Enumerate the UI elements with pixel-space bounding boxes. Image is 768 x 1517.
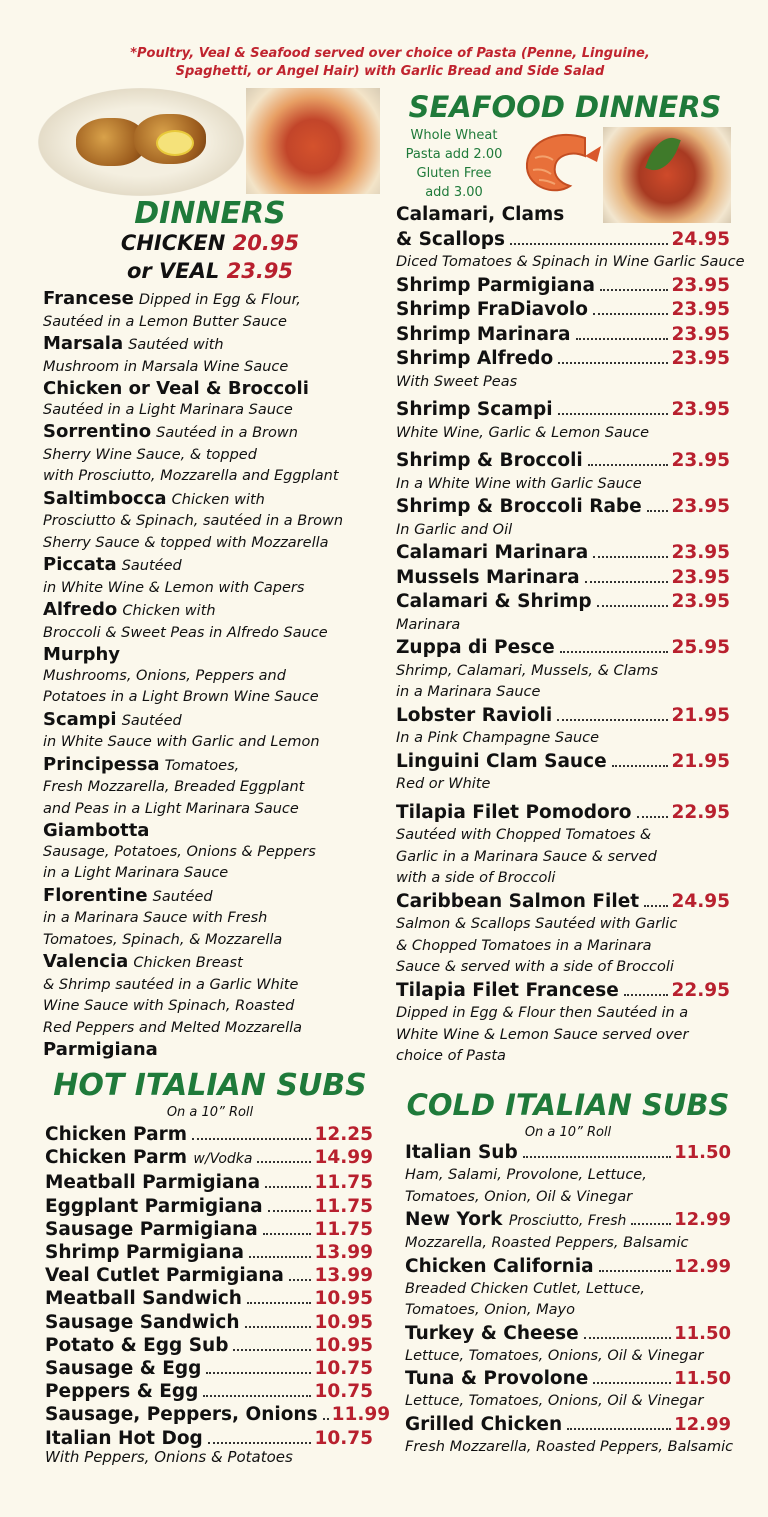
dot-leader [585,581,669,583]
sub-name-text: Sausage, Peppers, Onions [45,1404,318,1426]
dinner-item [43,421,383,488]
dot-leader [637,816,669,818]
sub-name-text: Sausage & Egg [45,1358,202,1380]
sub-name-text: Veal Cutlet Parmigiana [45,1265,284,1287]
menu-item-row [396,323,730,348]
menu-item-price: 21.95 [671,704,730,726]
sub-row [45,1311,373,1334]
sub-name [405,1141,518,1165]
menu-item-description: & Chopped Tomatoes in a Marinara [396,937,652,954]
dinner-item [43,288,383,333]
menu-item-row [396,566,730,591]
menu-item-description: choice of Pasta [396,1048,506,1064]
menu-item-name: Shrimp & Broccoli [396,450,583,471]
veal-label: or VEAL [126,259,220,283]
note-line: *Poultry, Veal & Seafood served over choice of Pasta (Penne, Linguine, [130,46,650,61]
menu-item-row [396,398,730,423]
cold-subs-list [405,1141,734,1458]
sub-name-text: Sausage Sandwich [45,1311,240,1333]
menu-item-name: Scampi [43,708,117,730]
menu-item-description: Sausage, Potatoes, Onions & Peppers [43,843,316,860]
sub-name [405,1255,594,1279]
sub-name-text: New York [405,1209,503,1230]
sub-name-text: Peppers & Egg [45,1381,199,1403]
menu-item-description: Diced Tomatoes & Spinach in Wine Garlic Sauce [396,254,745,270]
sub-price: 10.75 [314,1358,373,1380]
menu-item-name: Francese [43,288,134,309]
sub-name [45,1427,203,1450]
menu-item-row [396,590,730,615]
menu-item-description: in a Light Marinara Sauce [43,865,229,881]
dot-leader [268,1210,312,1212]
dot-leader [203,1395,311,1397]
menu-item-description: Sautéed [152,888,213,905]
menu-item-description: Sherry Wine Sauce, & topped [43,446,257,463]
menu-item-price: 23.95 [671,566,730,588]
hot-subs-subtitle: On a 10” Roll [166,1105,254,1120]
menu-item-name: Caribbean Salmon Filet [396,890,640,912]
menu-item-row [396,228,730,253]
dot-leader [263,1233,312,1235]
dinner-item-header [43,885,383,909]
sub-row [405,1367,731,1391]
dinner-item-header [43,709,383,733]
sub-name-text: Potato & Egg Sub [45,1334,229,1356]
sub-row [45,1427,373,1450]
menu-item-description: & Shrimp sautéed in a Garlic White [43,976,299,993]
menu-item-name: Chicken or Veal & Broccoli [43,378,309,399]
dot-leader [257,1161,311,1163]
dinner-item [43,820,383,885]
cold-subs-title: COLD ITALIAN SUBS [406,1088,730,1122]
sub-row [45,1357,373,1380]
dot-leader [249,1256,312,1258]
veal-price: 23.95 [226,259,294,283]
sub-price: 12.25 [314,1124,373,1145]
sub-price: 10.75 [314,1381,373,1403]
sub-name-text: Tuna & Provolone [405,1368,589,1389]
menu-item-description: In Garlic and Oil [396,521,513,538]
menu-item-description: Mushroom in Marsala Wine Sauce [43,358,289,375]
menu-item-name: Mussels Marinara [396,566,580,588]
dot-leader [289,1279,312,1281]
menu-item-row [396,704,730,729]
menu-item-row [396,449,730,474]
sub-row [45,1380,373,1403]
sub-row [45,1218,373,1241]
sub-row [45,1334,373,1357]
dot-leader [206,1372,311,1374]
sub-price: 11.50 [674,1322,731,1344]
dot-leader [600,289,669,291]
menu-item-description: in a Marinara Sauce with Fresh [43,910,268,926]
sub-name [45,1241,244,1264]
sub-name-text: Italian Sub [405,1142,518,1163]
dot-leader [624,994,669,996]
sub-price: 12.99 [674,1255,731,1277]
dot-leader [593,556,668,558]
sub-row [405,1255,731,1279]
menu-item-price: 24.95 [671,890,730,912]
dot-leader [593,1382,671,1384]
menu-item-description: Sautéed in a Light Marinara Sauce [43,401,293,418]
menu-item-name: Alfredo [43,599,118,620]
dinners-title: DINNERS [134,196,286,231]
menu-item-row [396,801,730,826]
menu-item-description: in White Wine & Lemon with Capers [43,579,305,596]
sub-name [45,1171,260,1194]
dinner-item-header [43,378,383,400]
menu-item-name: Sorrentino [43,421,152,442]
sub-price: 10.75 [314,1427,373,1449]
upgrade-line: add 3.00 [425,185,483,200]
sub-row [45,1403,391,1426]
sub-price: 10.95 [314,1334,373,1356]
dot-leader [584,1337,671,1339]
dot-leader [588,464,669,466]
sub-name-note: w/Vodka [193,1151,253,1168]
sub-price: 11.50 [674,1142,731,1163]
sub-row [45,1171,373,1194]
menu-item-name: Shrimp FraDiavolo [396,299,588,320]
menu-item-description: Wine Sauce with Spinach, Roasted [43,998,295,1014]
menu-item-description: In a White Wine with Garlic Sauce [396,475,642,492]
menu-item-description: with a side of Broccoli [396,870,556,886]
menu-item-name: Florentine [43,884,148,906]
sub-name-text: Meatball Sandwich [45,1288,242,1310]
dinner-item-header [43,951,383,975]
dinner-item [43,644,383,709]
menu-item-description: Sauce & served with a side of Broccoli [396,959,674,975]
sub-name [45,1311,240,1334]
menu-item-description: In a Pink Champagne Sauce [396,730,600,746]
sub-row [45,1195,373,1218]
sub-description: Mozzarella, Roasted Peppers, Balsamic [405,1235,689,1251]
dinner-item [43,554,383,599]
menu-item-name: & Scallops [396,228,505,250]
dot-leader [523,1156,671,1158]
menu-item-description: Potatoes in a Light Brown Wine Sauce [43,689,319,705]
sub-name [405,1322,579,1346]
seafood-list [396,203,745,1068]
menu-item-description: Tomatoes, Spinach, & Mozzarella [43,931,283,948]
dinner-item-header [43,820,383,842]
menu-item-name: Giambotta [43,820,150,841]
sub-name-note: Prosciutto, Fresh [508,1213,627,1229]
sub-name-text: Sausage Parmigiana [45,1218,258,1240]
menu-item-name: Piccata [43,554,117,575]
sub-price: 11.75 [314,1218,373,1240]
menu-item-description: in White Sauce with Garlic and Lemon [43,734,320,750]
menu-item-description: White Wine & Lemon Sauce served over [396,1026,689,1043]
menu-item-description: Tomatoes, [164,757,240,774]
dinner-item [43,488,383,555]
dinner-item [43,599,383,644]
dinner-item-header [43,1039,383,1061]
penne-pasta-photo [246,88,380,194]
menu-item-description: Garlic in a Marinara Sauce & served [396,848,657,865]
menu-item-row [396,979,730,1004]
sub-description: Tomatoes, Onion, Oil & Vinegar [405,1188,633,1205]
dot-leader [647,510,669,512]
sub-name-text: Meatball Parmigiana [45,1172,261,1194]
menu-item-description: Sherry Sauce & topped with Mozzarella [43,534,329,551]
menu-item-price: 21.95 [671,750,730,772]
menu-item-row [396,347,730,372]
dot-leader [593,313,668,315]
menu-item-price: 23.95 [671,450,730,471]
pasta-choice-note [60,45,720,81]
sub-name-text: Chicken Parm [45,1124,187,1145]
sub-price: 11.99 [331,1404,391,1426]
sub-name-text: Grilled Chicken [405,1413,563,1435]
menu-item-description: Sautéed [121,558,182,574]
sub-name [405,1413,562,1437]
dinner-item-header [43,644,383,666]
sub-row [405,1141,731,1165]
sub-row [405,1208,731,1233]
menu-item-description: Red or White [396,776,491,792]
dinner-item-header [43,754,383,778]
sub-price: 10.95 [314,1311,373,1333]
dot-leader [560,651,669,653]
dot-leader [576,338,669,340]
sub-description: Lettuce, Tomatoes, Onions, Oil & Vinegar [405,1393,704,1409]
sub-price: 11.75 [314,1172,373,1194]
menu-item-description: White Wine, Garlic & Lemon Sauce [396,424,650,441]
dot-leader [631,1223,671,1225]
sub-name-text: Chicken Parm [45,1147,187,1169]
dot-leader [323,1418,329,1420]
menu-item-description: Sautéed with [128,337,224,353]
sub-name [45,1334,228,1357]
dinner-item-header [43,599,383,623]
sub-row [405,1413,731,1437]
veal-price-line [90,259,330,283]
menu-item-price: 23.95 [671,496,730,517]
menu-item-name: Marsala [43,333,124,354]
chicken-price: 20.95 [232,231,300,255]
dinner-item-header [43,554,383,578]
dinner-item-header [43,333,383,357]
menu-item-name: Murphy [43,644,121,665]
sub-price: 13.99 [314,1265,373,1287]
menu-item-price: 25.95 [671,637,730,658]
dinner-item [43,1039,383,1061]
menu-item-description: Fresh Mozzarella, Breaded Eggplant [43,779,305,795]
dinner-item-header [43,421,383,445]
dot-leader [245,1326,312,1328]
menu-item-price: 23.95 [671,399,730,420]
menu-item-price: 23.95 [671,274,730,296]
menu-item-description: in a Marinara Sauce [396,684,541,700]
menu-item-row [396,636,730,661]
dinners-list [43,288,383,1061]
dot-leader [599,1270,671,1272]
sub-description: Lettuce, Tomatoes, Onions, Oil & Vinegar [405,1347,704,1364]
dinner-item [43,951,383,1039]
hot-subs-list [45,1123,391,1450]
sub-row [45,1146,373,1171]
menu-item-description: Sautéed with Chopped Tomatoes & [396,827,652,843]
menu-item-price: 23.95 [671,591,730,612]
sub-name [405,1208,626,1233]
dot-leader [233,1349,311,1351]
menu-item-name: Parmigiana [43,1039,158,1060]
menu-item-name: Zuppa di Pesce [396,637,555,658]
upgrade-line: Gluten Free [416,166,492,181]
dot-leader [597,605,669,607]
menu-item-description: Chicken Breast [133,955,243,971]
sub-name [45,1287,242,1310]
menu-item-name: Saltimbocca [43,487,167,509]
sub-name-text: Italian Hot Dog [45,1427,203,1449]
chicken-francese-photo [38,88,244,196]
menu-item-description: Broccoli & Sweet Peas in Alfredo Sauce [43,624,328,641]
dot-leader [644,905,668,907]
upgrade-line: Pasta add 2.00 [405,147,503,162]
menu-item-name: Principessa [43,753,160,775]
sub-name [45,1264,284,1287]
sub-price: 12.99 [674,1413,731,1435]
sub-description: Tomatoes, Onion, Mayo [405,1302,575,1318]
sub-price: 11.75 [314,1195,373,1217]
menu-item-description: with Prosciutto, Mozzarella and Eggplant [43,468,339,484]
menu-item-row [396,274,730,299]
menu-item-price: 23.95 [671,323,730,345]
dot-leader [558,362,668,364]
dinner-item [43,754,383,821]
menu-item-name: Valencia [43,951,129,972]
menu-item-description: Shrimp, Calamari, Mussels, & Clams [396,662,659,679]
menu-item-name: Shrimp Parmigiana [396,274,595,296]
dot-leader [265,1186,311,1188]
menu-item-price: 24.95 [671,228,730,250]
menu-item-price: 22.95 [671,801,730,823]
sub-name-text: Eggplant Parmigiana [45,1195,263,1217]
sub-name [45,1357,201,1380]
menu-item-row [396,495,730,520]
menu-item-description: and Peas in a Light Marinara Sauce [43,800,299,817]
sub-price: 10.95 [314,1288,373,1310]
menu-item-price: 23.95 [671,299,730,320]
sub-description: Fresh Mozzarella, Roasted Peppers, Balsamic [405,1438,734,1455]
menu-item-name: Calamari & Shrimp [396,591,592,612]
menu-item-description: Chicken with [122,603,216,619]
chicken-price-line [90,231,330,255]
dinner-item [43,378,383,421]
menu-item-name: Lobster Ravioli [396,704,553,726]
dot-leader [247,1302,312,1304]
menu-item-description: Sautéed in a Lemon Butter Sauce [43,313,287,330]
dinner-item-header [43,488,383,512]
dinner-item [43,885,383,952]
menu-item-name: Calamari, Clams [396,204,565,225]
note-line: Spaghetti, or Angel Hair) with Garlic Bread and Side Salad [175,64,605,79]
menu-item-row [396,541,730,566]
menu-item-name: Shrimp & Broccoli Rabe [396,496,642,517]
menu-item-name: Linguini Clam Sauce [396,750,607,772]
menu-item-price: 22.95 [671,979,730,1001]
menu-item-name: Shrimp Alfredo [396,348,554,369]
menu-item-row [396,890,730,915]
hot-dog-description: With Peppers, Onions & Potatoes [45,1448,293,1466]
menu-item-description: Salmon & Scallops Sautéed with Garlic [396,916,678,932]
menu-item-name: Shrimp Marinara [396,323,571,345]
sub-row [45,1123,373,1146]
hot-subs-title: HOT ITALIAN SUBS [53,1068,367,1103]
chicken-label: CHICKEN [120,231,226,255]
menu-item-description: Dipped in Egg & Flour, [138,292,301,308]
dot-leader [208,1442,312,1444]
sub-description: Ham, Salami, Provolone, Lettuce, [405,1167,647,1183]
menu-item-name: Tilapia Filet Pomodoro [396,801,632,823]
sub-description: Breaded Chicken Cutlet, Lettuce, [405,1280,646,1297]
menu-item-name: Calamari Marinara [396,542,589,563]
sub-name-text: Turkey & Cheese [405,1322,579,1344]
menu-item-price: 23.95 [671,542,730,563]
seafood-title: SEAFOOD DINNERS [408,90,722,124]
menu-item-description: Sautéed in a Brown [156,425,298,441]
shrimp-photo [515,128,605,200]
sub-name-text: Chicken California [405,1255,594,1277]
menu-item-description: Red Peppers and Melted Mozzarella [43,1019,303,1036]
dot-leader [557,719,668,721]
dot-leader [612,765,669,767]
sub-row [45,1264,373,1287]
menu-item-description: Sautéed [121,712,182,729]
sub-row [405,1322,731,1346]
dot-leader [192,1138,312,1140]
sub-name [45,1195,263,1218]
sub-name-text: Shrimp Parmigiana [45,1242,244,1264]
menu-item-row [396,750,730,775]
sub-row [45,1241,373,1264]
menu-item-row [396,298,730,323]
menu-item-description: Mushrooms, Onions, Peppers and [43,667,286,684]
sub-name [45,1380,198,1403]
dinner-item [43,333,383,378]
sub-name [45,1218,258,1241]
dot-leader [558,413,669,415]
pasta-upgrade-note [396,126,512,202]
cold-subs-subtitle: On a 10” Roll [524,1125,612,1140]
sub-price: 14.99 [314,1147,373,1169]
menu-item-description: Chicken with [171,491,265,508]
dinner-item [43,709,383,754]
menu-item-name: Shrimp Scampi [396,399,553,420]
sub-name [45,1123,187,1146]
menu-item-description: Marinara [396,616,461,633]
menu-item-name: Tilapia Filet Francese [396,979,619,1001]
sub-name [405,1367,588,1391]
sub-price: 13.99 [314,1242,373,1264]
sub-price: 11.50 [674,1368,731,1389]
upgrade-line: Whole Wheat [410,128,498,143]
menu-item-description: Dipped in Egg & Flour then Sautéed in a [396,1005,689,1021]
sub-price: 12.99 [674,1209,731,1230]
sub-name [45,1146,252,1171]
dot-leader [567,1428,671,1430]
dot-leader [510,243,668,245]
sub-row [45,1287,373,1310]
menu-item-price: 23.95 [671,348,730,369]
menu-item-description: Prosciutto & Spinach, sautéed in a Brown [43,513,344,529]
dinner-item-header [43,288,383,312]
sub-name [45,1403,318,1426]
menu-item-description: With Sweet Peas [396,373,518,390]
